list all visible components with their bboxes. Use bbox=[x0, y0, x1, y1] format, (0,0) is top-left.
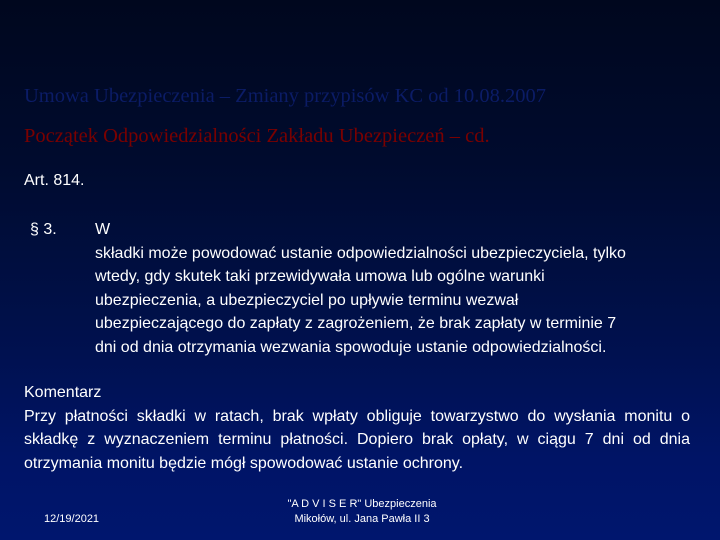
paragraph-line: W bbox=[95, 221, 111, 238]
footer-company-info bbox=[262, 497, 462, 527]
paragraph-line: dni od dnia otrzymania wezwania spowoduje ustanie odpowiedzialności. bbox=[95, 338, 607, 356]
footer-company-name: "A D V I S E R" Ubezpieczenia bbox=[287, 498, 437, 510]
paragraph-line: ubezpieczającego do zapłaty z zagrożeniem, że brak zapłaty w terminie 7 bbox=[95, 315, 617, 332]
slide-subtitle: Początek Odpowiedzialności Zakładu Ubezpieczeń – cd. bbox=[24, 125, 490, 147]
footer-date: 12/19/2021 bbox=[44, 513, 100, 525]
slide-title: Umowa Ubezpieczenia – Zmiany przypisów KC od 10.08.2007 bbox=[24, 85, 547, 107]
comment-title: Komentarz bbox=[24, 384, 102, 401]
paragraph-number: § 3. bbox=[30, 221, 57, 238]
paragraph-line: wtedy, gdy skutek taki przewidywała umowa lub ogólne warunki bbox=[95, 268, 545, 285]
comment-body: Przy płatności składki w ratach, brak wpłaty obliguje towarzystwo do wysłania monitu o składkę z wyznaczeniem terminu płatności. Dopiero brak opłaty, w ciągu 7 dni od dnia otrzymania monitu będzie mógł spowodować ustanie ochrony. bbox=[24, 407, 690, 472]
article-number: Art. 814. bbox=[24, 172, 85, 189]
comment-block bbox=[24, 381, 690, 475]
paragraph-line: składki może powodować ustanie odpowiedzialności ubezpieczyciela, tylko bbox=[95, 244, 626, 262]
paragraph-text bbox=[95, 218, 695, 359]
footer-address: Mikołów, ul. Jana Pawła II 3 bbox=[294, 513, 430, 525]
paragraph-line: ubezpieczenia, a ubezpieczyciel po upływie terminu wezwał bbox=[95, 291, 519, 309]
